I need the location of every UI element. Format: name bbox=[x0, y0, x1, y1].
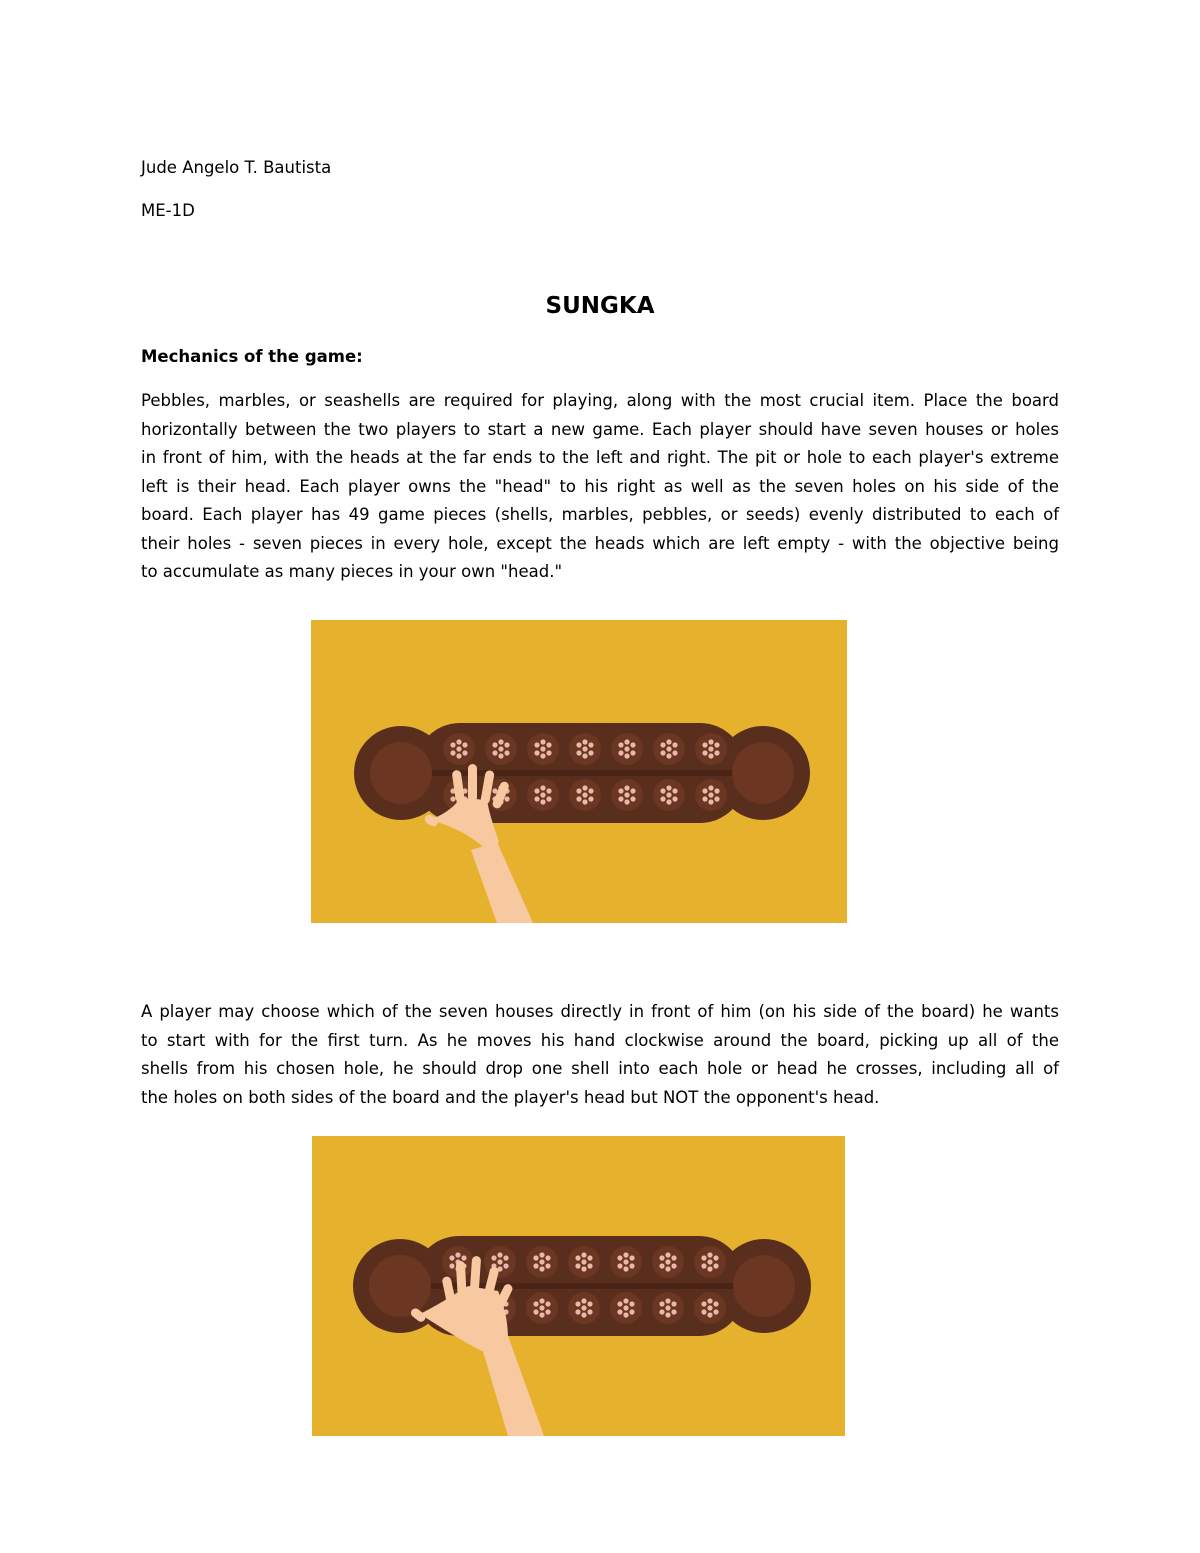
pebble bbox=[539, 1305, 544, 1310]
pebble bbox=[617, 1301, 622, 1306]
pebble bbox=[714, 796, 719, 801]
pebble bbox=[540, 746, 545, 751]
pebble bbox=[714, 742, 719, 747]
pebble bbox=[659, 1309, 664, 1314]
paragraph-mechanics bbox=[141, 387, 1059, 587]
pebble bbox=[497, 1259, 502, 1264]
pebble bbox=[666, 785, 671, 790]
pebble bbox=[575, 1301, 580, 1306]
pebble bbox=[660, 788, 665, 793]
document-title: SUNGKA bbox=[545, 293, 655, 319]
pebble bbox=[702, 788, 707, 793]
section-label: ME-1D bbox=[141, 201, 195, 220]
pebble bbox=[462, 750, 467, 755]
pebble bbox=[461, 1255, 466, 1260]
pebble bbox=[546, 788, 551, 793]
pebble bbox=[588, 788, 593, 793]
pebble bbox=[666, 799, 671, 804]
pebble bbox=[455, 1252, 460, 1257]
pebble bbox=[533, 1263, 538, 1268]
paragraph-line: horizontally between the two players to start a new game. Each player should have seven houses or holes bbox=[141, 419, 1059, 439]
pebble bbox=[701, 1255, 706, 1260]
pebble bbox=[714, 750, 719, 755]
pebble bbox=[630, 788, 635, 793]
pebble bbox=[659, 1263, 664, 1268]
left-head-pit bbox=[370, 742, 432, 804]
pebble bbox=[504, 750, 509, 755]
pebble bbox=[713, 1301, 718, 1306]
pebble bbox=[629, 1263, 634, 1268]
pebble bbox=[665, 1298, 670, 1303]
pebble bbox=[588, 796, 593, 801]
pebble bbox=[540, 785, 545, 790]
pebble bbox=[545, 1255, 550, 1260]
pebble bbox=[581, 1312, 586, 1317]
pebble bbox=[618, 796, 623, 801]
pebble bbox=[575, 1255, 580, 1260]
pebble bbox=[629, 1309, 634, 1314]
pebble bbox=[581, 1266, 586, 1271]
pebble bbox=[708, 753, 713, 758]
pebble bbox=[623, 1312, 628, 1317]
pebble bbox=[533, 1301, 538, 1306]
pebble bbox=[449, 1255, 454, 1260]
sungka-board-figure-2 bbox=[312, 1136, 845, 1436]
pebble bbox=[456, 739, 461, 744]
pebble bbox=[582, 746, 587, 751]
pebble bbox=[503, 1263, 508, 1268]
pebble bbox=[582, 792, 587, 797]
pebble bbox=[665, 1305, 670, 1310]
pebble bbox=[672, 750, 677, 755]
pebble bbox=[623, 1252, 628, 1257]
pebble bbox=[659, 1301, 664, 1306]
paragraph-line: shells from his chosen hole, he should drop one shell into each hole or head he crosses, including all of bbox=[141, 1059, 1059, 1078]
pebble bbox=[582, 739, 587, 744]
pebble bbox=[462, 742, 467, 747]
author-name: Jude Angelo T. Bautista bbox=[141, 158, 332, 177]
pebble bbox=[582, 785, 587, 790]
pebble bbox=[713, 1263, 718, 1268]
pebble bbox=[539, 1259, 544, 1264]
pebble bbox=[666, 753, 671, 758]
pebble bbox=[713, 1255, 718, 1260]
pebble bbox=[492, 750, 497, 755]
pebble bbox=[623, 1266, 628, 1271]
pebble bbox=[540, 792, 545, 797]
pebble bbox=[672, 796, 677, 801]
pebble bbox=[630, 750, 635, 755]
pebble bbox=[624, 799, 629, 804]
pebble bbox=[450, 750, 455, 755]
paragraph-line: A player may choose which of the seven houses directly in front of him (on his side of the board) he wants bbox=[141, 1002, 1059, 1021]
pebble bbox=[546, 742, 551, 747]
paragraph-line: board. Each player has 49 game pieces (shells, marbles, pebbles, or seeds) evenly distributed to each of bbox=[141, 505, 1059, 524]
pebble bbox=[707, 1259, 712, 1264]
pebble bbox=[629, 1255, 634, 1260]
pebble bbox=[665, 1252, 670, 1257]
pebble bbox=[701, 1301, 706, 1306]
pebble bbox=[665, 1259, 670, 1264]
pebble bbox=[581, 1305, 586, 1310]
pebble bbox=[672, 742, 677, 747]
pebble bbox=[540, 739, 545, 744]
pebble bbox=[671, 1309, 676, 1314]
pebble bbox=[534, 750, 539, 755]
pebble bbox=[504, 742, 509, 747]
pebble bbox=[545, 1301, 550, 1306]
paragraph-line: to accumulate as many pieces in your own "head." bbox=[141, 562, 563, 581]
pebble bbox=[707, 1266, 712, 1271]
pebble bbox=[701, 1263, 706, 1268]
pebble bbox=[575, 1309, 580, 1314]
pebble bbox=[666, 739, 671, 744]
pebble bbox=[624, 753, 629, 758]
pebble bbox=[666, 792, 671, 797]
section-heading: Mechanics of the game: bbox=[141, 347, 363, 366]
right-head-pit bbox=[732, 742, 794, 804]
pebble bbox=[539, 1298, 544, 1303]
pebble bbox=[624, 785, 629, 790]
pebble bbox=[702, 742, 707, 747]
pebble bbox=[540, 799, 545, 804]
pebble bbox=[665, 1312, 670, 1317]
pebble bbox=[671, 1263, 676, 1268]
paragraph-line: their holes - seven pieces in every hole, except the heads which are left empty - with the objective being bbox=[141, 533, 1059, 553]
pebble bbox=[546, 750, 551, 755]
pebble bbox=[576, 742, 581, 747]
pebble bbox=[534, 788, 539, 793]
pebble bbox=[498, 739, 503, 744]
pebble bbox=[630, 796, 635, 801]
pebble bbox=[617, 1255, 622, 1260]
pebble bbox=[582, 799, 587, 804]
pebble bbox=[618, 750, 623, 755]
pebble bbox=[623, 1305, 628, 1310]
pebble bbox=[707, 1312, 712, 1317]
pebble bbox=[624, 746, 629, 751]
pebble bbox=[534, 742, 539, 747]
pebble bbox=[660, 796, 665, 801]
pebble bbox=[618, 788, 623, 793]
paragraph-line: the holes on both sides of the board and the player's head but NOT the opponent's head. bbox=[141, 1087, 880, 1107]
pebble bbox=[546, 796, 551, 801]
pebble bbox=[708, 799, 713, 804]
pebble bbox=[623, 1259, 628, 1264]
pebble bbox=[456, 746, 461, 751]
pebble bbox=[629, 1301, 634, 1306]
pebble bbox=[659, 1255, 664, 1260]
pebble bbox=[545, 1309, 550, 1314]
pebble bbox=[539, 1266, 544, 1271]
pebble bbox=[576, 796, 581, 801]
pebble bbox=[582, 753, 587, 758]
pebble bbox=[576, 788, 581, 793]
pebble bbox=[624, 792, 629, 797]
pebble bbox=[660, 742, 665, 747]
pebble bbox=[630, 742, 635, 747]
pebble bbox=[576, 750, 581, 755]
pebble bbox=[504, 796, 509, 801]
pebble bbox=[707, 1305, 712, 1310]
pebble bbox=[708, 792, 713, 797]
pebble bbox=[708, 785, 713, 790]
pebble bbox=[588, 750, 593, 755]
sungka-board-illustration-icon bbox=[312, 1136, 845, 1436]
right-head-pit bbox=[733, 1255, 795, 1317]
pebble bbox=[666, 746, 671, 751]
pebble bbox=[581, 1252, 586, 1257]
pebble bbox=[713, 1309, 718, 1314]
pebble bbox=[708, 746, 713, 751]
pebble bbox=[533, 1255, 538, 1260]
pebble bbox=[581, 1298, 586, 1303]
pebble bbox=[707, 1252, 712, 1257]
sungka-board-illustration-icon bbox=[311, 620, 847, 923]
pebble bbox=[450, 742, 455, 747]
pebble bbox=[587, 1309, 592, 1314]
paragraph-line: Pebbles, marbles, or seashells are required for playing, along with the most crucial item. Place the board bbox=[141, 391, 1059, 410]
pebble bbox=[497, 1252, 502, 1257]
pebble bbox=[665, 1266, 670, 1271]
pebble bbox=[492, 742, 497, 747]
pebble bbox=[702, 796, 707, 801]
pebble bbox=[449, 1263, 454, 1268]
pebble bbox=[575, 1263, 580, 1268]
pebble bbox=[708, 739, 713, 744]
pebble bbox=[450, 796, 455, 801]
paragraph-line: in front of him, with the heads at the far ends to the left and right. The pit or hole to each player's extreme bbox=[141, 448, 1059, 467]
pebble bbox=[456, 753, 461, 758]
pebble bbox=[498, 753, 503, 758]
pebble bbox=[617, 1263, 622, 1268]
pebble bbox=[671, 1301, 676, 1306]
pebble bbox=[540, 753, 545, 758]
pebble bbox=[581, 1259, 586, 1264]
pebble bbox=[623, 1298, 628, 1303]
pebble bbox=[714, 788, 719, 793]
pebble bbox=[617, 1309, 622, 1314]
left-head-pit bbox=[369, 1255, 431, 1317]
pebble bbox=[672, 788, 677, 793]
finger bbox=[468, 764, 477, 802]
sungka-board-figure-1 bbox=[311, 620, 847, 923]
pebble bbox=[498, 746, 503, 751]
pebble bbox=[671, 1255, 676, 1260]
pebble bbox=[491, 1255, 496, 1260]
pebble bbox=[660, 750, 665, 755]
pebble bbox=[707, 1298, 712, 1303]
pebble bbox=[587, 1263, 592, 1268]
pebble bbox=[702, 750, 707, 755]
pebble bbox=[587, 1255, 592, 1260]
pebble bbox=[503, 1255, 508, 1260]
pebble bbox=[624, 739, 629, 744]
pebble bbox=[588, 742, 593, 747]
pebble bbox=[534, 796, 539, 801]
pebble bbox=[545, 1263, 550, 1268]
pebble bbox=[533, 1309, 538, 1314]
paragraph-line: left is their head. Each player owns the "head" to his right as well as the seven holes on his side of the bbox=[141, 476, 1059, 496]
pebble bbox=[539, 1252, 544, 1257]
paragraph-line: to start with for the first turn. As he moves his hand clockwise around the board, picking up all of the bbox=[141, 1030, 1059, 1050]
pebble bbox=[618, 742, 623, 747]
pebble bbox=[701, 1309, 706, 1314]
pebble bbox=[587, 1301, 592, 1306]
paragraph-turn bbox=[141, 998, 1059, 1112]
pebble bbox=[539, 1312, 544, 1317]
